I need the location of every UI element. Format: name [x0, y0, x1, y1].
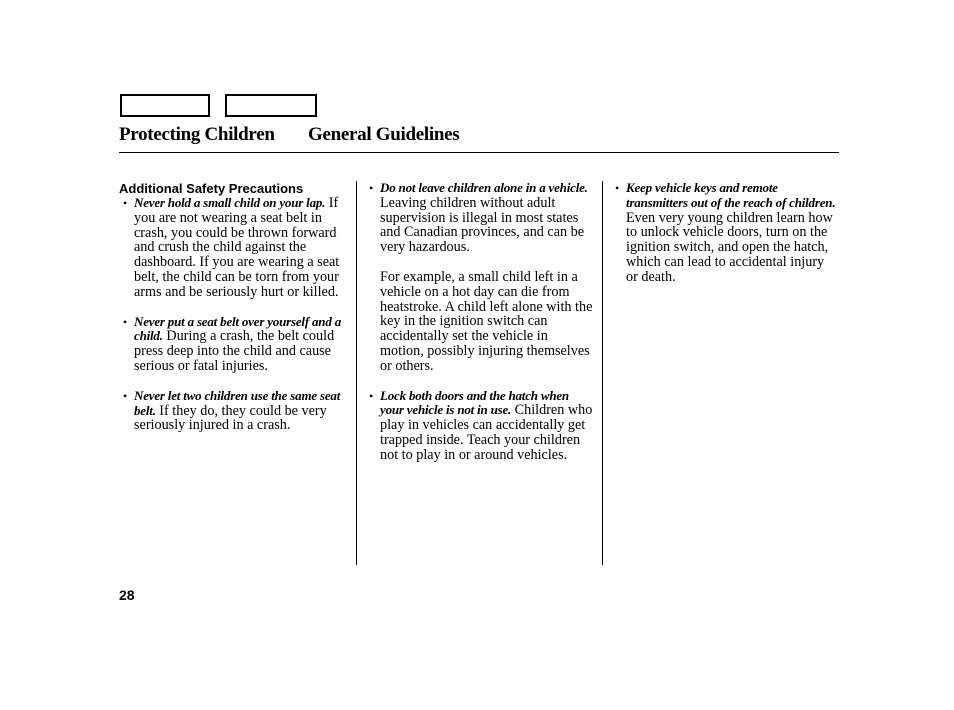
- item-lead: Never let two children use the same seat belt.: [134, 387, 341, 418]
- nav-tab-1[interactable]: [120, 94, 210, 117]
- section-title: General Guidelines: [308, 124, 460, 145]
- column-1: [119, 181, 351, 433]
- list-item: [119, 196, 351, 300]
- item-lead: Lock both doors and the hatch when your vehicle is not in use.: [380, 387, 569, 418]
- list-item: [369, 389, 595, 463]
- item-body: Children who play in vehicles can accidentally get trapped inside. Teach your children not to play in or around vehicles.: [380, 402, 593, 463]
- item-body: During a crash, the belt could press deep into the child and cause serious or fatal injuries.: [134, 328, 335, 374]
- item-lead: Never put a seat belt over yourself and a child.: [134, 313, 341, 344]
- item-body: If they do, they could be very seriously injured in a crash.: [134, 402, 327, 434]
- list-item: [119, 315, 351, 374]
- item-body: If you are not wearing a seat belt in crash, you could be thrown forward and crush the child against the dashboard. If you are wearing a seat belt, the child can be torn from your arms and be seriously hurt or killed.: [134, 195, 340, 300]
- item-body: Even very young children learn how to unlock vehicle doors, turn on the ignition switch, and open the hatch, which can lead to accidental injury or death.: [626, 209, 833, 285]
- item-body: Leaving children without adult supervision is illegal in most states and Canadian provinces, and can be very hazardous.: [380, 194, 585, 256]
- bullet: •: [123, 314, 128, 329]
- bullet: •: [369, 388, 374, 403]
- page-header: [119, 124, 460, 146]
- nav-tab-2[interactable]: [225, 94, 317, 117]
- page-number: 28: [119, 587, 135, 603]
- column-divider: [602, 181, 603, 565]
- bullet: •: [123, 388, 128, 403]
- chapter-title: Protecting Children: [119, 124, 275, 145]
- item-lead: Keep vehicle keys and remote transmitters out of the reach of children.: [626, 180, 836, 210]
- column-2: [369, 181, 595, 463]
- list-item: [615, 181, 837, 285]
- bullet: •: [615, 181, 620, 195]
- list-item: [119, 389, 351, 433]
- item-lead: Never hold a small child on your lap.: [134, 195, 326, 210]
- bullet: •: [123, 196, 128, 210]
- paragraph: For example, a small child left in a vehicle on a hot day can die from heatstroke. A child left alone with the key in the ignition switch can accidentally set the vehicle in motion, possibly injuring themselves or others.: [380, 268, 593, 374]
- subheading: Additional Safety Precautions: [119, 181, 304, 196]
- column-divider: [356, 181, 357, 565]
- list-item: [369, 181, 595, 255]
- item-lead: Do not leave children alone in a vehicle.: [380, 180, 588, 195]
- header-rule: [119, 152, 839, 153]
- bullet: •: [369, 181, 374, 195]
- column-3: [615, 181, 837, 285]
